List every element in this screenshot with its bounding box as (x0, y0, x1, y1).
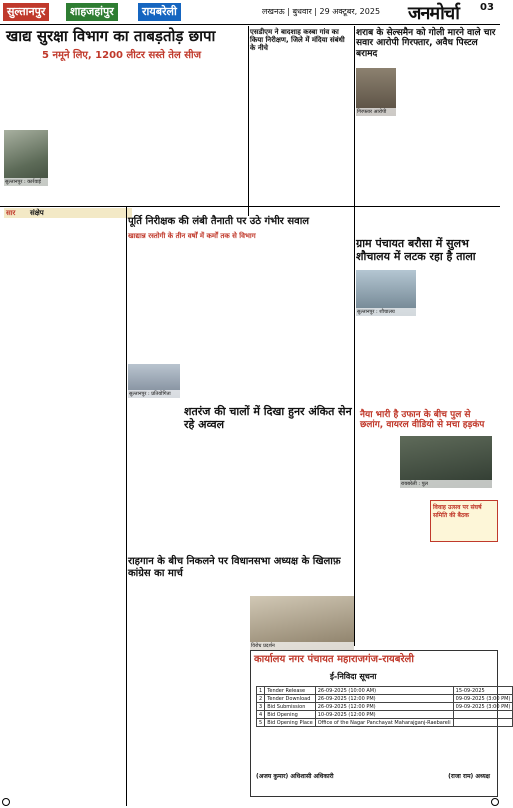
story4-headline: पूर्ति निरीक्षक की लंबी तैनाती पर उठे गंभीर सवाल (128, 216, 310, 227)
photo-caption: रायबरेली : पुल (400, 480, 492, 488)
tender-table-row (257, 703, 513, 711)
tender-table-cell: 15-09-2025 (453, 687, 513, 695)
story2-headline: एसडीएम ने बादशाह कस्बा गांव का किया निरीक्षण, जिले में मंदिया संबंधी के नीचे (250, 28, 345, 53)
tender-table-cell (453, 719, 513, 727)
tender-table-cell: Bid Submission (265, 703, 316, 711)
story3-headline: शराब के सेल्समैन को गोली मारने वाले चार सवार आरोपी गिरफ्तार, अवैध पिस्टल बरामद (356, 28, 496, 59)
tender-table (256, 686, 513, 727)
story8-headline: राहगान के बीच निकलने पर विधानसभा अध्यक्ष के खिलाफ़ कांग्रेस का मार्च (128, 556, 341, 579)
tender-table-cell: 4 (257, 711, 265, 719)
column-rule (354, 26, 355, 646)
brief-label: सार (6, 209, 16, 217)
tender-table-row (257, 695, 513, 703)
office-sign-left: (अजय कुमार) अधिशासी अधिकारी (256, 773, 334, 780)
tender-table-body (257, 687, 513, 727)
story7-headline: नैया भारी है उफान के बीच पुल से छलांग, वायरल वीडियो से मचा हड़कंप (360, 410, 485, 431)
registration-mark (2, 798, 10, 806)
tender-table-cell: 3 (257, 703, 265, 711)
tender-table-cell: 2 (257, 695, 265, 703)
lead-body (52, 64, 242, 204)
tender-table-row (257, 687, 513, 695)
brief-bar (4, 208, 132, 218)
section-raebareli: रायबरेली (138, 3, 181, 21)
tender-table-cell: 26-09-2025 (12:00 PM) (315, 703, 453, 711)
office-subhead: ई-निविदा सूचना (330, 672, 377, 681)
lead-headline: खाद्य सुरक्षा विभाग का ताबड़तोड़ छापा (6, 27, 216, 45)
tender-table-cell: Tender Download (265, 695, 316, 703)
section-sultanpur: सुल्तानपुर (3, 3, 49, 21)
page-number: 03 (480, 2, 494, 13)
tender-table-cell: 10-09-2025 (12:00 PM) (315, 711, 453, 719)
column-rule (248, 26, 249, 216)
story6-headline: शतरंज की चालों में दिखा हुनर अंकित सेन रहे अव्वल (184, 405, 352, 431)
photo-caption: सुल्तानपुर : कार्रवाई (4, 178, 48, 186)
lead-photo (4, 130, 48, 186)
story3-body (356, 120, 496, 220)
protest-photo (250, 596, 354, 650)
photo-caption: सुल्तानपुर : शौचालय (356, 308, 416, 316)
registration-mark (491, 798, 499, 806)
tender-table-row (257, 711, 513, 719)
story6-body (128, 432, 352, 552)
story2-body (250, 58, 350, 208)
story5-headline: ग्राम पंचायत बरौसा में सुलभ शौचालय में लटक रहा है ताला (356, 237, 476, 263)
lead-subhead: 5 नमूने लिए, 1200 लीटर सस्ते तेल सीज (42, 50, 202, 61)
side-box (430, 500, 498, 542)
side-box-headline: विवाह उत्सव पर संघर्ष समिति की बैठक (433, 504, 482, 519)
office-sign-right: (राजा राम) अध्यक्ष (448, 773, 490, 780)
tender-table-cell: Bid Opening Place (265, 719, 316, 727)
column-rule (126, 206, 127, 806)
tender-table-cell: Bid Opening (265, 711, 316, 719)
brief-title: संक्षेप (30, 209, 44, 217)
river-photo (400, 436, 492, 488)
story4-col3 (244, 244, 300, 414)
tender-table-cell: 5 (257, 719, 265, 727)
row-rule (0, 206, 500, 207)
tender-table-cell: 09-09-2025 (3:00 PM) (453, 695, 513, 703)
chess-photo (128, 364, 180, 398)
story5-body (420, 270, 496, 390)
photo-caption: विरोध प्रदर्शन (250, 642, 354, 650)
tender-table-cell: 26-09-2025 (12:00 PM) (315, 695, 453, 703)
story4-col2 (186, 244, 242, 414)
photo-caption: सुल्तानपुर : प्रतियोगिता (128, 390, 180, 398)
story4-col4 (302, 244, 352, 414)
masthead (0, 0, 500, 25)
tender-table-cell: Tender Release (265, 687, 316, 695)
tender-table-cell (453, 711, 513, 719)
tender-table-cell: 26-09-2025 (10:00 AM) (315, 687, 453, 695)
accused-photo (356, 68, 396, 116)
issue-date: लखनऊ | बुधवार | 29 अक्टूबर, 2025 (262, 7, 381, 16)
tender-table-cell: Office of the Nagar Panchayat Maharajganj-Raebareli (315, 719, 453, 727)
photo-caption: गिरफ्तार आरोपी (356, 108, 396, 116)
newspaper-logo: जनमोर्चा (408, 3, 459, 24)
section-shahjahanpur: शाहजहांपुर (66, 3, 118, 21)
tender-table-cell: 09-09-2025 (3:00 PM) (453, 703, 513, 711)
toilet-photo (356, 270, 416, 316)
tender-table-row (257, 719, 513, 727)
office-headline: कार्यालय नगर पंचायत महाराजगंज-रायबरेली (254, 654, 414, 665)
tender-table-cell: 1 (257, 687, 265, 695)
story4-deck: खाद्यान्न रस्तोगी के तीन वर्षों में कर्मों तक से विभाग (128, 232, 256, 240)
brief-column (4, 220, 126, 740)
story8-body (128, 584, 248, 714)
